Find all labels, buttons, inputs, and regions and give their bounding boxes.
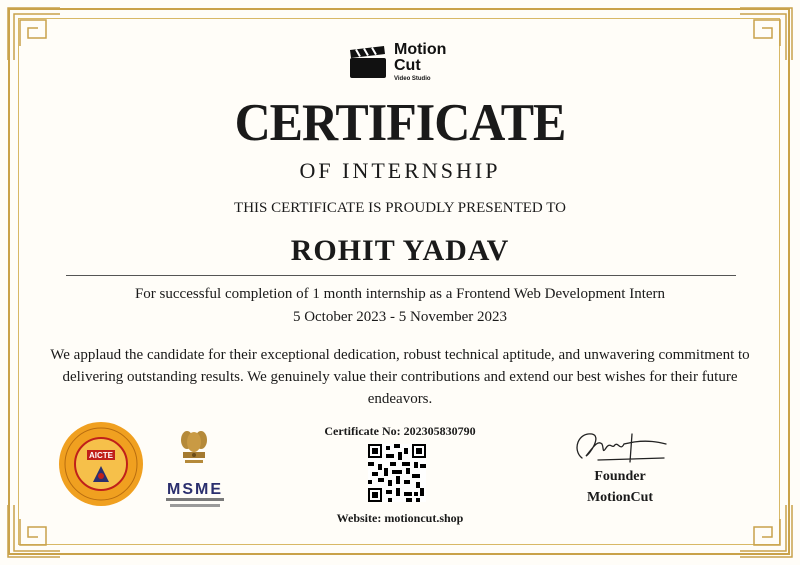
name-underline — [66, 275, 736, 276]
corner-ornament-top-right — [738, 6, 794, 62]
signatory-organization: MotionCut — [586, 490, 654, 505]
certificate-title: CERTIFICATE — [234, 92, 566, 152]
qr-code — [368, 444, 426, 502]
logo-brand-line2: Cut — [394, 57, 421, 74]
aicte-label: AICTE — [89, 451, 113, 460]
national-emblem — [177, 428, 211, 476]
website-url: Website: motioncut.shop — [336, 511, 464, 525]
logo-tagline: Video Studio — [394, 76, 431, 82]
corner-ornament-bottom-right — [738, 503, 794, 559]
msme-label: MSME — [167, 481, 223, 498]
logo-brand-line1: Motion — [394, 41, 447, 58]
certificate-number: Certificate No: 202305830790 — [324, 424, 476, 438]
corner-ornament-bottom-left — [6, 503, 62, 559]
presented-to-line: THIS CERTIFICATE IS PROUDLY PRESENTED TO — [234, 200, 566, 216]
founder-signature — [568, 424, 668, 468]
appreciation-paragraph: We applaud the candidate for their exceptional dedication, robust technical aptitude, and unwavering commitment to delivering outstanding results. We genuinely value their contributions and extend our best wishes for their future endeavors. — [50, 347, 750, 407]
certificate-subtitle: OF INTERNSHIP — [299, 158, 501, 183]
signatory-role: Founder — [594, 469, 646, 484]
corner-ornament-top-left — [6, 6, 62, 62]
internship-dates: 5 October 2023 - 5 November 2023 — [292, 309, 508, 325]
completion-statement: For successful completion of 1 month internship as a Frontend Web Development Intern — [134, 286, 666, 302]
recipient-name: ROHIT YADAV — [290, 234, 510, 267]
logo-wordmark — [394, 42, 446, 74]
msme-logo — [160, 476, 230, 512]
clapperboard-icon — [348, 46, 388, 80]
aicte-seal — [57, 420, 145, 508]
motioncut-logo — [348, 40, 458, 88]
